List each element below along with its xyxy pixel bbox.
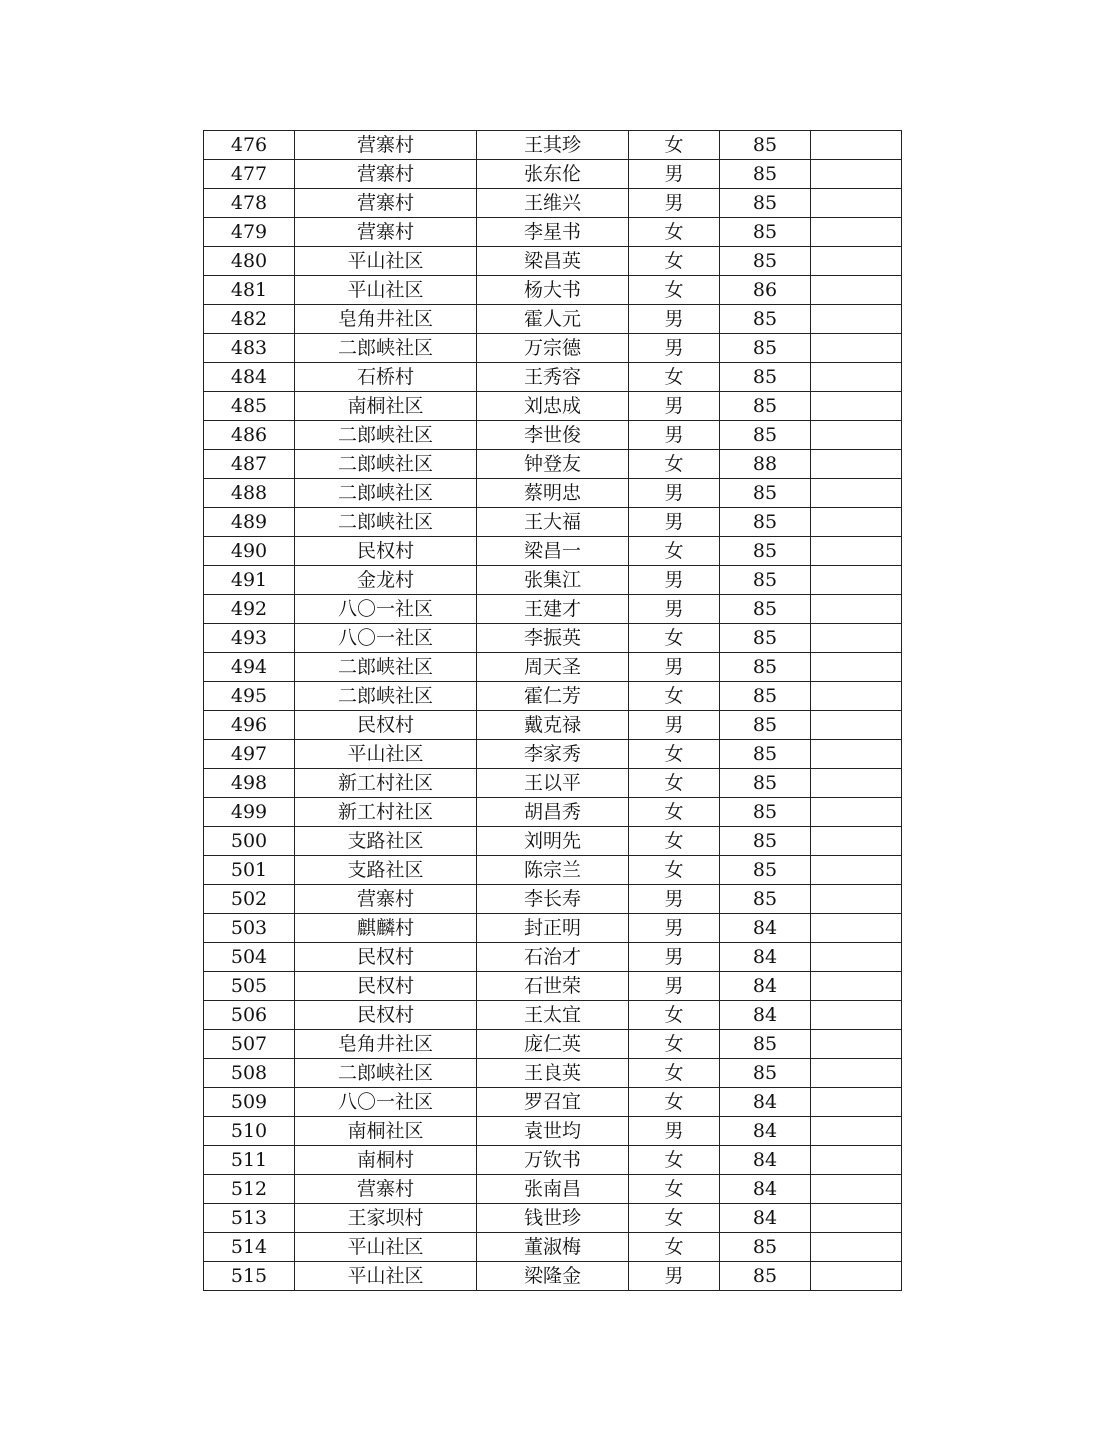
cell-age: 84 [720, 1117, 811, 1146]
cell-name: 庞仁英 [477, 1030, 629, 1059]
cell-age: 85 [720, 334, 811, 363]
cell-note [811, 798, 902, 827]
cell-sex: 男 [629, 305, 720, 334]
cell-name: 霍人元 [477, 305, 629, 334]
table-row [204, 1204, 902, 1233]
cell-sex: 女 [629, 798, 720, 827]
cell-sex: 女 [629, 740, 720, 769]
cell-number: 508 [204, 1059, 295, 1088]
table-row [204, 914, 902, 943]
table-row [204, 1088, 902, 1117]
cell-age: 85 [720, 682, 811, 711]
cell-sex: 男 [629, 479, 720, 508]
cell-sex: 男 [629, 972, 720, 1001]
cell-sex: 女 [629, 276, 720, 305]
table-row [204, 334, 902, 363]
cell-age: 84 [720, 1146, 811, 1175]
table-row [204, 595, 902, 624]
cell-number: 497 [204, 740, 295, 769]
cell-number: 513 [204, 1204, 295, 1233]
cell-name: 蔡明忠 [477, 479, 629, 508]
cell-age: 84 [720, 972, 811, 1001]
cell-note [811, 537, 902, 566]
cell-number: 504 [204, 943, 295, 972]
cell-village: 王家坝村 [295, 1204, 477, 1233]
cell-note [811, 392, 902, 421]
cell-number: 486 [204, 421, 295, 450]
cell-number: 481 [204, 276, 295, 305]
cell-number: 483 [204, 334, 295, 363]
cell-sex: 女 [629, 1030, 720, 1059]
cell-note [811, 160, 902, 189]
cell-number: 482 [204, 305, 295, 334]
table-row [204, 624, 902, 653]
table-row [204, 1146, 902, 1175]
cell-sex: 男 [629, 334, 720, 363]
cell-sex: 男 [629, 914, 720, 943]
cell-age: 84 [720, 1088, 811, 1117]
cell-village: 平山社区 [295, 740, 477, 769]
cell-sex: 女 [629, 363, 720, 392]
table-row [204, 392, 902, 421]
cell-note [811, 1262, 902, 1291]
cell-sex: 女 [629, 1233, 720, 1262]
cell-age: 85 [720, 856, 811, 885]
cell-sex: 女 [629, 1088, 720, 1117]
cell-note [811, 276, 902, 305]
cell-number: 500 [204, 827, 295, 856]
table-row [204, 682, 902, 711]
table-row [204, 450, 902, 479]
cell-note [811, 885, 902, 914]
cell-village: 石桥村 [295, 363, 477, 392]
cell-age: 85 [720, 218, 811, 247]
cell-name: 李星书 [477, 218, 629, 247]
cell-name: 王其珍 [477, 131, 629, 160]
cell-sex: 男 [629, 711, 720, 740]
cell-village: 民权村 [295, 711, 477, 740]
cell-name: 罗召宜 [477, 1088, 629, 1117]
cell-village: 皂角井社区 [295, 1030, 477, 1059]
cell-number: 507 [204, 1030, 295, 1059]
cell-number: 492 [204, 595, 295, 624]
cell-sex: 男 [629, 160, 720, 189]
cell-note [811, 1117, 902, 1146]
table-row [204, 363, 902, 392]
cell-age: 85 [720, 1262, 811, 1291]
cell-number: 503 [204, 914, 295, 943]
cell-note [811, 653, 902, 682]
cell-age: 84 [720, 1001, 811, 1030]
cell-age: 85 [720, 508, 811, 537]
cell-village: 南桐村 [295, 1146, 477, 1175]
cell-number: 487 [204, 450, 295, 479]
cell-sex: 男 [629, 1262, 720, 1291]
cell-village: 平山社区 [295, 276, 477, 305]
table-row [204, 1175, 902, 1204]
cell-note [811, 711, 902, 740]
cell-note [811, 247, 902, 276]
cell-sex: 男 [629, 595, 720, 624]
cell-note [811, 1175, 902, 1204]
cell-note [811, 1233, 902, 1262]
table-row [204, 943, 902, 972]
cell-name: 李世俊 [477, 421, 629, 450]
cell-name: 戴克禄 [477, 711, 629, 740]
table-row [204, 247, 902, 276]
cell-village: 新工村社区 [295, 798, 477, 827]
cell-number: 506 [204, 1001, 295, 1030]
cell-sex: 女 [629, 827, 720, 856]
cell-note [811, 450, 902, 479]
cell-note [811, 189, 902, 218]
cell-village: 营寨村 [295, 1175, 477, 1204]
cell-number: 489 [204, 508, 295, 537]
cell-name: 李振英 [477, 624, 629, 653]
cell-note [811, 682, 902, 711]
cell-name: 霍仁芳 [477, 682, 629, 711]
cell-name: 王良英 [477, 1059, 629, 1088]
cell-age: 85 [720, 160, 811, 189]
cell-note [811, 1030, 902, 1059]
table-row [204, 1030, 902, 1059]
cell-sex: 女 [629, 131, 720, 160]
cell-note [811, 740, 902, 769]
cell-sex: 女 [629, 537, 720, 566]
cell-name: 梁昌一 [477, 537, 629, 566]
cell-village: 二郎峡社区 [295, 682, 477, 711]
cell-sex: 男 [629, 653, 720, 682]
cell-note [811, 856, 902, 885]
cell-village: 金龙村 [295, 566, 477, 595]
cell-number: 491 [204, 566, 295, 595]
cell-number: 505 [204, 972, 295, 1001]
cell-name: 张集江 [477, 566, 629, 595]
cell-note [811, 1088, 902, 1117]
cell-sex: 女 [629, 769, 720, 798]
table-row [204, 769, 902, 798]
table-row [204, 827, 902, 856]
cell-note [811, 624, 902, 653]
cell-note [811, 1204, 902, 1233]
cell-village: 麒麟村 [295, 914, 477, 943]
table-row [204, 189, 902, 218]
cell-age: 85 [720, 798, 811, 827]
cell-age: 85 [720, 305, 811, 334]
cell-name: 刘忠成 [477, 392, 629, 421]
cell-note [811, 363, 902, 392]
cell-note [811, 479, 902, 508]
cell-sex: 男 [629, 508, 720, 537]
cell-age: 85 [720, 363, 811, 392]
cell-age: 88 [720, 450, 811, 479]
cell-number: 488 [204, 479, 295, 508]
cell-name: 周天圣 [477, 653, 629, 682]
table-row [204, 421, 902, 450]
cell-number: 515 [204, 1262, 295, 1291]
cell-note [811, 914, 902, 943]
cell-age: 85 [720, 131, 811, 160]
cell-number: 498 [204, 769, 295, 798]
cell-village: 民权村 [295, 537, 477, 566]
cell-sex: 女 [629, 247, 720, 276]
cell-name: 万宗德 [477, 334, 629, 363]
cell-number: 512 [204, 1175, 295, 1204]
cell-number: 485 [204, 392, 295, 421]
cell-age: 85 [720, 595, 811, 624]
cell-age: 85 [720, 566, 811, 595]
cell-name: 王秀容 [477, 363, 629, 392]
cell-sex: 男 [629, 943, 720, 972]
cell-age: 85 [720, 537, 811, 566]
table-row [204, 740, 902, 769]
cell-name: 封正明 [477, 914, 629, 943]
cell-village: 新工村社区 [295, 769, 477, 798]
cell-note [811, 334, 902, 363]
cell-note [811, 508, 902, 537]
cell-number: 499 [204, 798, 295, 827]
table-row [204, 972, 902, 1001]
cell-note [811, 972, 902, 1001]
table-row [204, 276, 902, 305]
cell-village: 支路社区 [295, 827, 477, 856]
cell-number: 479 [204, 218, 295, 247]
cell-sex: 女 [629, 218, 720, 247]
cell-note [811, 1059, 902, 1088]
cell-sex: 男 [629, 189, 720, 218]
cell-name: 袁世均 [477, 1117, 629, 1146]
cell-village: 二郎峡社区 [295, 421, 477, 450]
table-row [204, 798, 902, 827]
table-row [204, 856, 902, 885]
cell-age: 84 [720, 943, 811, 972]
table-row [204, 479, 902, 508]
cell-note [811, 305, 902, 334]
cell-number: 509 [204, 1088, 295, 1117]
table-row [204, 566, 902, 595]
cell-sex: 女 [629, 1204, 720, 1233]
cell-sex: 女 [629, 1175, 720, 1204]
cell-sex: 女 [629, 856, 720, 885]
cell-sex: 女 [629, 1001, 720, 1030]
table-row [204, 653, 902, 682]
cell-note [811, 595, 902, 624]
cell-note [811, 943, 902, 972]
cell-village: 民权村 [295, 943, 477, 972]
cell-age: 85 [720, 189, 811, 218]
cell-number: 484 [204, 363, 295, 392]
cell-name: 胡昌秀 [477, 798, 629, 827]
cell-village: 八〇一社区 [295, 1088, 477, 1117]
cell-sex: 男 [629, 566, 720, 595]
table-row [204, 885, 902, 914]
cell-village: 营寨村 [295, 218, 477, 247]
cell-age: 85 [720, 247, 811, 276]
table-row [204, 1001, 902, 1030]
cell-sex: 女 [629, 682, 720, 711]
cell-name: 王以平 [477, 769, 629, 798]
cell-age: 85 [720, 885, 811, 914]
cell-village: 南桐社区 [295, 392, 477, 421]
table-row [204, 537, 902, 566]
cell-village: 平山社区 [295, 1233, 477, 1262]
cell-sex: 男 [629, 885, 720, 914]
table-row [204, 1233, 902, 1262]
cell-sex: 女 [629, 1146, 720, 1175]
cell-number: 496 [204, 711, 295, 740]
table-row [204, 1262, 902, 1291]
cell-number: 494 [204, 653, 295, 682]
cell-name: 李长寿 [477, 885, 629, 914]
cell-note [811, 421, 902, 450]
cell-number: 502 [204, 885, 295, 914]
cell-name: 董淑梅 [477, 1233, 629, 1262]
cell-village: 营寨村 [295, 189, 477, 218]
cell-number: 514 [204, 1233, 295, 1262]
cell-village: 二郎峡社区 [295, 653, 477, 682]
cell-note [811, 1001, 902, 1030]
cell-village: 营寨村 [295, 885, 477, 914]
cell-village: 皂角井社区 [295, 305, 477, 334]
cell-village: 营寨村 [295, 131, 477, 160]
cell-sex: 男 [629, 392, 720, 421]
cell-village: 二郎峡社区 [295, 334, 477, 363]
cell-number: 477 [204, 160, 295, 189]
table-row [204, 1117, 902, 1146]
table-row [204, 508, 902, 537]
cell-name: 陈宗兰 [477, 856, 629, 885]
cell-number: 490 [204, 537, 295, 566]
cell-sex: 女 [629, 1059, 720, 1088]
cell-number: 501 [204, 856, 295, 885]
cell-name: 李家秀 [477, 740, 629, 769]
cell-note [811, 218, 902, 247]
table-row [204, 160, 902, 189]
cell-village: 南桐社区 [295, 1117, 477, 1146]
cell-sex: 男 [629, 1117, 720, 1146]
cell-number: 511 [204, 1146, 295, 1175]
table-row [204, 711, 902, 740]
cell-sex: 男 [629, 421, 720, 450]
cell-age: 85 [720, 421, 811, 450]
table-row [204, 1059, 902, 1088]
cell-village: 营寨村 [295, 160, 477, 189]
cell-age: 84 [720, 1175, 811, 1204]
table-row [204, 305, 902, 334]
cell-village: 二郎峡社区 [295, 450, 477, 479]
table-row [204, 131, 902, 160]
cell-village: 民权村 [295, 1001, 477, 1030]
cell-number: 495 [204, 682, 295, 711]
cell-name: 万钦书 [477, 1146, 629, 1175]
cell-note [811, 827, 902, 856]
cell-age: 85 [720, 1030, 811, 1059]
roster-body [204, 131, 902, 1291]
cell-village: 平山社区 [295, 1262, 477, 1291]
cell-name: 刘明先 [477, 827, 629, 856]
cell-name: 王太宜 [477, 1001, 629, 1030]
cell-age: 85 [720, 827, 811, 856]
cell-number: 493 [204, 624, 295, 653]
cell-age: 85 [720, 392, 811, 421]
cell-age: 86 [720, 276, 811, 305]
cell-name: 张南昌 [477, 1175, 629, 1204]
cell-village: 支路社区 [295, 856, 477, 885]
cell-age: 85 [720, 479, 811, 508]
cell-name: 钟登友 [477, 450, 629, 479]
cell-note [811, 131, 902, 160]
cell-village: 二郎峡社区 [295, 479, 477, 508]
cell-name: 石世荣 [477, 972, 629, 1001]
cell-name: 石治才 [477, 943, 629, 972]
cell-number: 480 [204, 247, 295, 276]
cell-village: 二郎峡社区 [295, 1059, 477, 1088]
cell-note [811, 1146, 902, 1175]
cell-age: 84 [720, 1204, 811, 1233]
cell-name: 王建才 [477, 595, 629, 624]
cell-name: 梁昌英 [477, 247, 629, 276]
cell-number: 476 [204, 131, 295, 160]
cell-village: 平山社区 [295, 247, 477, 276]
cell-village: 民权村 [295, 972, 477, 1001]
cell-age: 85 [720, 653, 811, 682]
cell-village: 二郎峡社区 [295, 508, 477, 537]
cell-number: 510 [204, 1117, 295, 1146]
cell-sex: 女 [629, 450, 720, 479]
cell-age: 84 [720, 914, 811, 943]
cell-name: 钱世珍 [477, 1204, 629, 1233]
cell-sex: 女 [629, 624, 720, 653]
cell-village: 八〇一社区 [295, 624, 477, 653]
cell-age: 85 [720, 740, 811, 769]
roster-table [203, 130, 902, 1291]
cell-village: 八〇一社区 [295, 595, 477, 624]
cell-age: 85 [720, 769, 811, 798]
cell-name: 杨大书 [477, 276, 629, 305]
cell-name: 王维兴 [477, 189, 629, 218]
cell-age: 85 [720, 624, 811, 653]
cell-note [811, 769, 902, 798]
cell-age: 85 [720, 1233, 811, 1262]
cell-age: 85 [720, 711, 811, 740]
cell-number: 478 [204, 189, 295, 218]
table-row [204, 218, 902, 247]
cell-name: 张东伦 [477, 160, 629, 189]
cell-name: 梁隆金 [477, 1262, 629, 1291]
cell-note [811, 566, 902, 595]
cell-age: 85 [720, 1059, 811, 1088]
cell-name: 王大福 [477, 508, 629, 537]
